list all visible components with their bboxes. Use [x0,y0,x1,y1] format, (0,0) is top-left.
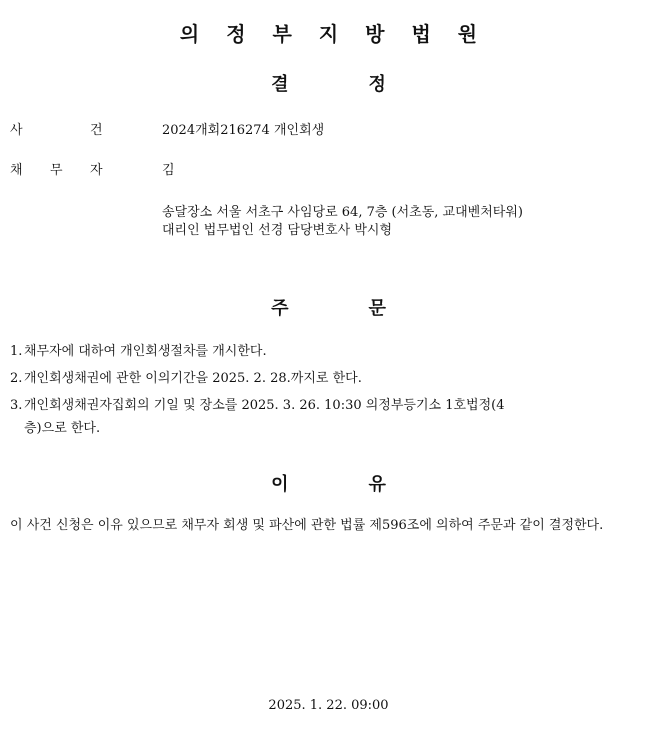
legal-agent: 대리인 법무법인 선경 담당변호사 박시형 [162,223,393,238]
order-item-text: 개인회생채권에 관한 이의기간을 2025. 2. 28.까지로 한다. [24,371,362,386]
reason-heading [0,470,657,496]
case-number: 2024개회216274 개인회생 [162,123,325,138]
order-item-number: 1. [10,344,23,359]
reason-heading-char-2: 유 [368,474,386,495]
order-item-number: 3. [10,398,23,413]
order-item-number: 2. [10,371,23,386]
document-title [0,70,657,96]
order-item-3 [10,394,650,440]
order-item-1 [10,340,650,363]
order-item-text-continued: 층)으로 한다. [24,421,101,436]
debtor-label-char-2: 무 [50,163,63,178]
debtor-label-char-1: 채 [10,163,23,178]
debtor-label-char-3: 자 [90,163,103,178]
reason-heading-char-1: 이 [271,474,289,495]
case-label-char-2: 건 [90,123,103,138]
order-item-2 [10,367,650,390]
court-name: 의정부지방법원 [179,22,505,46]
debtor-name: 김 [162,163,175,178]
order-item-text: 채무자에 대하여 개인회생절차를 개시한다. [24,344,267,359]
order-item-text: 개인회생채권자집회의 기일 및 장소를 2025. 3. 26. 10:30 의정부등기소 1호법정(4 [24,398,505,413]
order-heading-char-2: 문 [368,298,386,319]
document-title-char-1: 결 [271,74,289,95]
decision-date: 2025. 1. 22. 09:00 [268,698,389,713]
case-label-char-1: 사 [10,123,23,138]
order-heading [0,294,657,320]
order-heading-char-1: 주 [271,298,289,319]
document-title-char-2: 정 [368,74,386,95]
delivery-address: 송달장소 서울 서초구 사임당로 64, 7층 (서초동, 교대벤처타워) [162,205,523,220]
reason-text: 이 사건 신청은 이유 있으므로 채무자 회생 및 파산에 관한 법률 제596조에 의하여 주문과 같이 결정한다. [10,518,604,533]
